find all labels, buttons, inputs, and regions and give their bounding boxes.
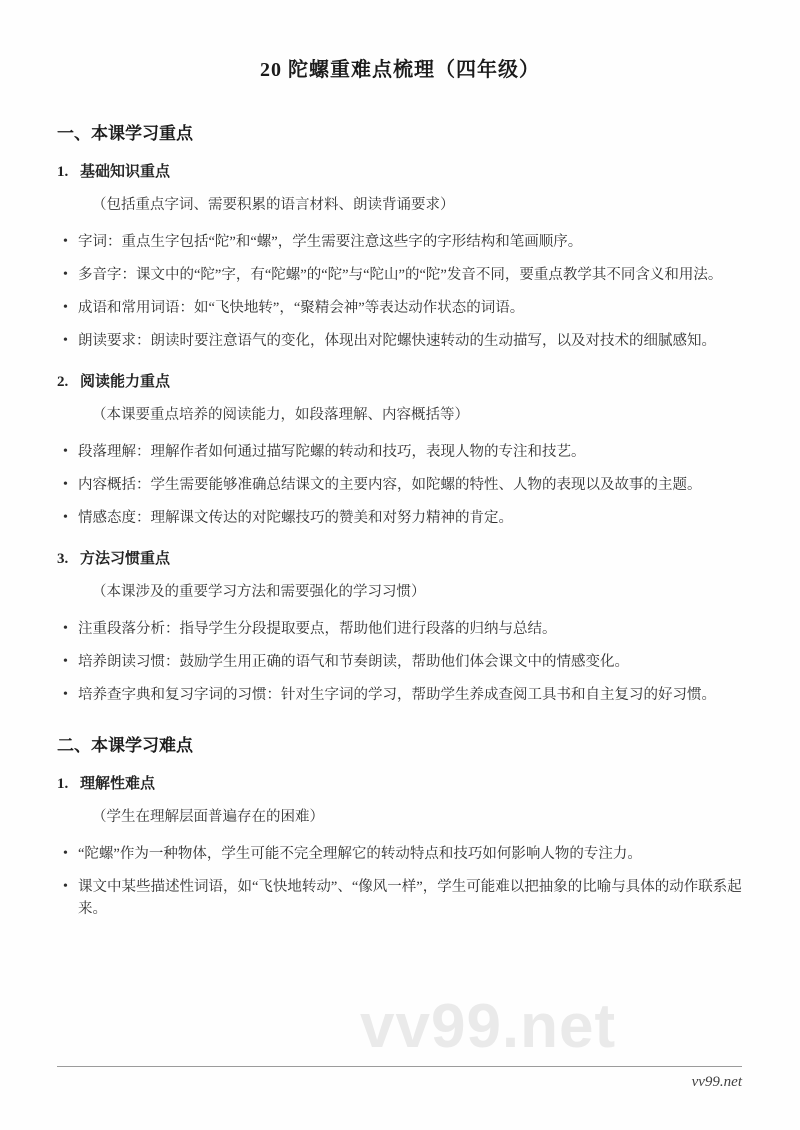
subsection-heading [57, 549, 743, 570]
bullet-dot-icon: • [63, 846, 68, 861]
subsection-note: （本课要重点培养的阅读能力，如段落理解、内容概括等） [92, 407, 469, 423]
subsection-note: （包括重点字词、需要积累的语言材料、朗读背诵要求） [92, 197, 455, 213]
section-key-points [57, 122, 743, 706]
bullet-list [57, 843, 743, 920]
bullet-item [57, 684, 743, 706]
subsection-title: 阅读能力重点 [80, 374, 171, 390]
subsection-title: 基础知识重点 [80, 164, 171, 180]
bullet-text: 多音字：课文中的“陀”字，有“陀螺”的“陀”与“陀山”的“陀”发音不同，要重点教学其不同含义和用法。 [78, 267, 723, 283]
subsection-number: 1. [57, 776, 69, 792]
subsection-method-habits [57, 549, 743, 706]
subsection-heading [57, 774, 743, 795]
bullet-item [57, 264, 743, 286]
section-difficult-points [57, 734, 743, 920]
bullet-text: 朗读要求：朗读时要注意语气的变化，体现出对陀螺快速转动的生动描写，以及对技术的细腻感知。 [78, 333, 716, 349]
bullet-text: 情感态度：理解课文传达的对陀螺技巧的赞美和对努力精神的肯定。 [78, 510, 513, 526]
bullet-list [57, 618, 743, 706]
bullet-dot-icon: • [63, 300, 68, 315]
subsection-title: 方法习惯重点 [80, 551, 171, 567]
bullet-dot-icon: • [63, 234, 68, 249]
bullet-dot-icon: • [63, 510, 68, 525]
subsection-title: 理解性难点 [80, 776, 156, 792]
bullet-text: 字词：重点生字包括“陀”和“螺”，学生需要注意这些字的字形结构和笔画顺序。 [78, 234, 583, 250]
subsection-heading [57, 372, 743, 393]
watermark-text: vv99.net [360, 992, 617, 1061]
bullet-text: 培养朗读习惯：鼓励学生用正确的语气和节奏朗读，帮助他们体会课文中的情感变化。 [78, 654, 629, 670]
bullet-item [57, 507, 743, 529]
bullet-item [57, 474, 743, 496]
bullet-text: 课文中某些描述性词语，如“飞快地转动”、“像风一样”，学生可能难以把抽象的比喻与具体的动作联系起来。 [78, 879, 742, 917]
subsection-note: （本课涉及的重要学习方法和需要强化的学习习惯） [92, 584, 426, 600]
bullet-item [57, 441, 743, 463]
bullet-text: “陀螺”作为一种物体，学生可能不完全理解它的转动特点和技巧如何影响人物的专注力。 [78, 846, 642, 862]
document-title: 20 陀螺重难点梳理（四年级） [260, 59, 540, 81]
bullet-dot-icon: • [63, 621, 68, 636]
section-heading: 一、本课学习重点 [57, 124, 193, 143]
bullet-text: 注重段落分析：指导学生分段提取要点，帮助他们进行段落的归纳与总结。 [78, 621, 557, 637]
footer-site-text: vv99.net [691, 1074, 742, 1090]
bullet-item [57, 843, 743, 865]
subsection-number: 2. [57, 374, 69, 390]
bullet-text: 内容概括：学生需要能够准确总结课文的主要内容，如陀螺的特性、人物的表现以及故事的主题。 [78, 477, 702, 493]
subsection-heading [57, 162, 743, 183]
bullet-item [57, 618, 743, 640]
bullet-dot-icon: • [63, 477, 68, 492]
bullet-dot-icon: • [63, 333, 68, 348]
bullet-item [57, 231, 743, 253]
subsection-reading-ability [57, 372, 743, 529]
bullet-dot-icon: • [63, 687, 68, 702]
bullet-item [57, 297, 743, 319]
subsection-number: 1. [57, 164, 69, 180]
bullet-item [57, 330, 743, 352]
subsection-note: （学生在理解层面普遍存在的困难） [92, 809, 324, 825]
bullet-item [57, 876, 743, 920]
subsection-basic-knowledge [57, 162, 743, 352]
subsection-number: 3. [57, 551, 69, 567]
bullet-dot-icon: • [63, 444, 68, 459]
bullet-text: 段落理解：理解作者如何通过描写陀螺的转动和技巧，表现人物的专注和技艺。 [78, 444, 586, 460]
footer-divider [57, 1066, 742, 1067]
bullet-list [57, 231, 743, 352]
bullet-dot-icon: • [63, 654, 68, 669]
bullet-text: 成语和常用词语：如“飞快地转”，“聚精会神”等表达动作状态的词语。 [78, 300, 525, 316]
bullet-dot-icon: • [63, 879, 68, 894]
bullet-list [57, 441, 743, 529]
bullet-dot-icon: • [63, 267, 68, 282]
section-heading: 二、本课学习难点 [57, 736, 193, 755]
bullet-text: 培养查字典和复习字词的习惯：针对生字词的学习，帮助学生养成查阅工具书和自主复习的好习惯。 [78, 687, 716, 703]
bullet-item [57, 651, 743, 673]
subsection-comprehension-difficulty [57, 774, 743, 920]
